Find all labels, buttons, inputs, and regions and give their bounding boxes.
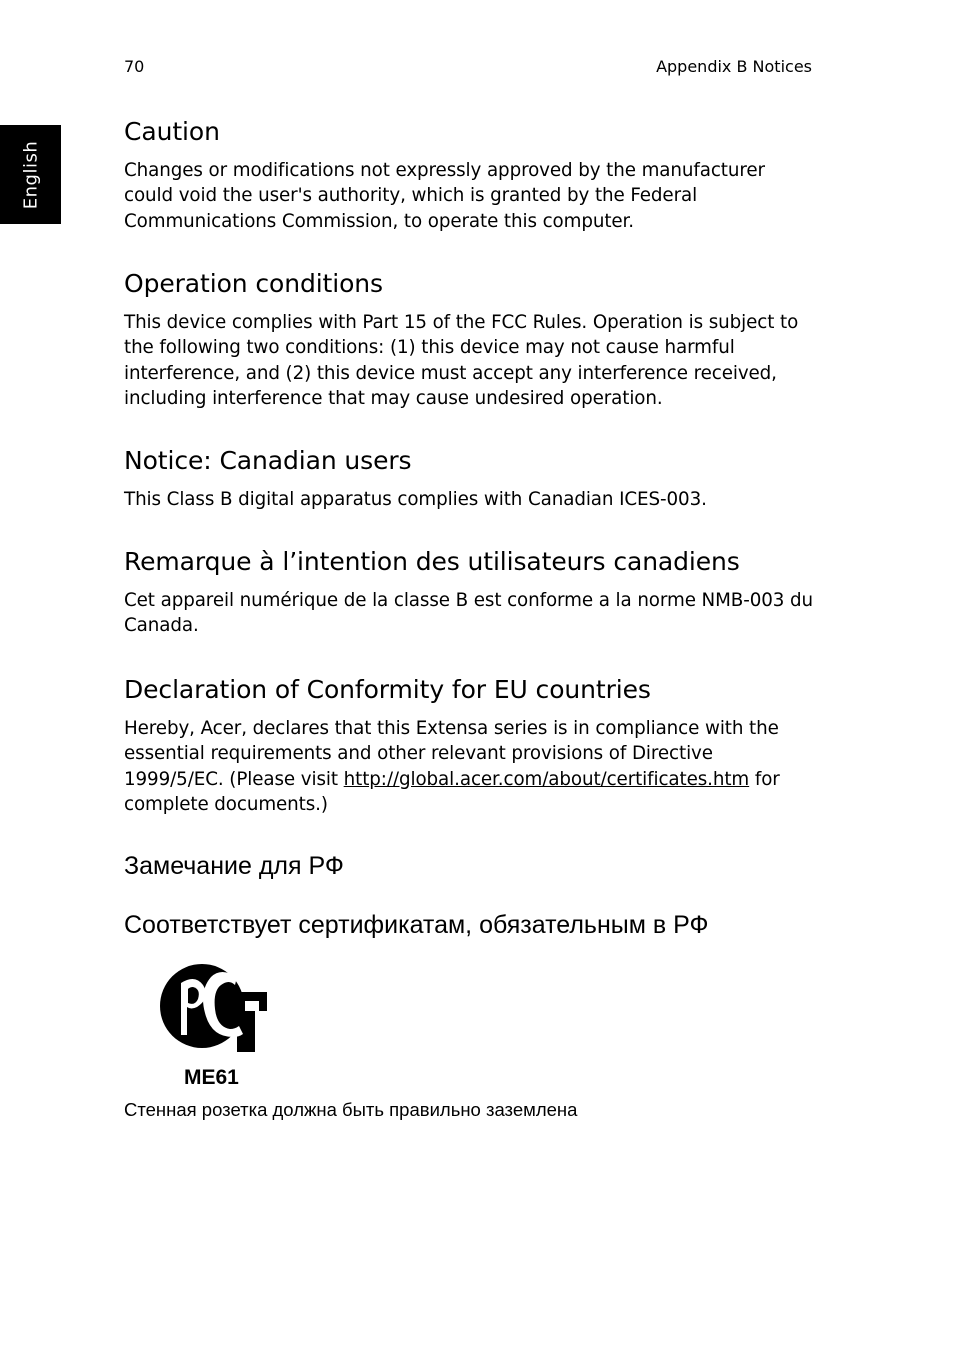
canadian-users-section	[124, 445, 814, 512]
eu-text-end: for complete documents.)	[124, 768, 780, 815]
running-header: Appendix B Notices	[656, 57, 812, 76]
pct-certification-logo	[159, 963, 274, 1053]
russia-notice-heading: Замечание для РФ	[124, 852, 344, 880]
operation-conditions-section	[124, 268, 814, 411]
remarque-heading: Remarque à l’intention des utilisateurs canadiens	[124, 547, 740, 576]
operation-conditions-heading: Operation conditions	[124, 269, 383, 298]
eu-text-start: Hereby, Acer, declares that this Extensa series is in compliance with the essential requirements and other relevant provisions of Directive 1999/5/EC. (Please visit	[124, 718, 779, 790]
eu-conformity-text	[124, 716, 814, 817]
grounding-note: Стенная розетка должна быть правильно заземлена	[124, 1099, 578, 1120]
caution-heading: Caution	[124, 117, 220, 146]
operation-conditions-text: This device complies with Part 15 of the FCC Rules. Operation is subject to the following two conditions: (1) this device may not cause harmful interference, and (2) this device must accept any interference received, including interference that may cause undesired operation.	[124, 312, 799, 409]
eu-conformity-section	[124, 674, 814, 817]
page-number: 70	[124, 57, 145, 76]
certificates-link[interactable]: http://global.acer.com/about/certificates.htm	[343, 768, 750, 790]
remarque-text: Cet appareil numérique de la classe B est conforme a la norme NMB-003 du Canada.	[124, 590, 814, 637]
russia-cert-heading: Соответствует сертификатам, обязательным в РФ	[124, 911, 709, 939]
mark-code: ME61	[184, 1066, 239, 1089]
remarque-section	[124, 546, 814, 639]
language-tab-label: English	[20, 140, 41, 209]
caution-text: Changes or modifications not expressly approved by the manufacturer could void the user's authority, which is granted by the Federal Communications Commission, to operate this computer.	[124, 160, 765, 232]
canadian-users-heading: Notice: Canadian users	[124, 446, 412, 475]
language-tab	[0, 125, 61, 224]
canadian-users-text: This Class B digital apparatus complies with Canadian ICES-003.	[124, 489, 707, 510]
caution-section	[124, 116, 814, 234]
eu-conformity-heading: Declaration of Conformity for EU countries	[124, 675, 651, 704]
